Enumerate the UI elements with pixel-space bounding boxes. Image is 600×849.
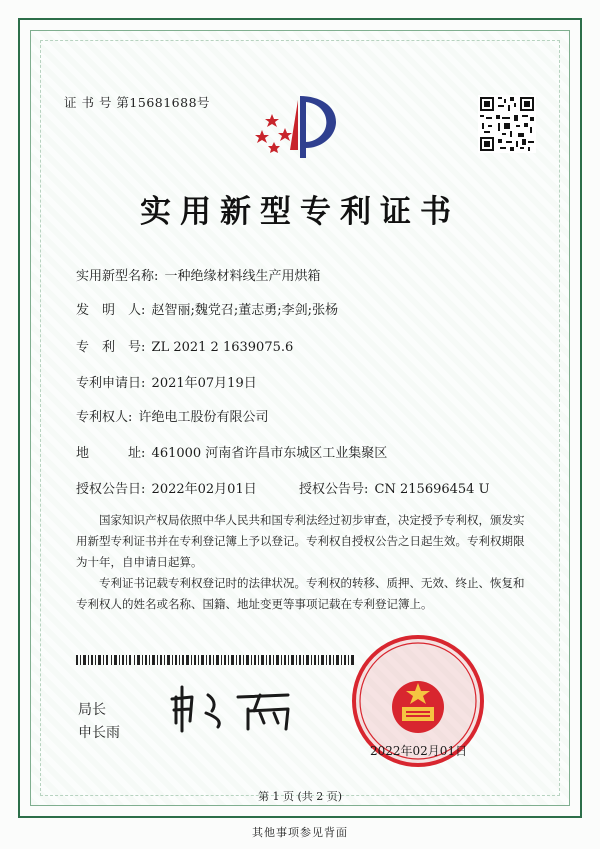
field-utility-model-name: 实用新型名称: 一种绝缘材料线生产用烘箱 <box>76 265 321 284</box>
field-value: 461000 河南省许昌市东城区工业集聚区 <box>151 446 388 461</box>
certificate-number: 证 书 号 第15681688号 <box>64 95 211 110</box>
field-filing-date: 专利申请日: 2021年07月19日 <box>76 372 257 391</box>
field-value: ZL 2021 2 1639075.6 <box>151 340 294 355</box>
field-value: 2021年07月19日 <box>151 376 257 391</box>
seal-date: 2022年02月01日 <box>370 744 468 758</box>
field-value: 2022年02月01日 <box>151 482 257 497</box>
field-patentee: 专利权人: 许绝电工股份有限公司 <box>76 406 269 425</box>
field-label: 地 址 <box>76 446 142 461</box>
field-inventor: 发 明 人: 赵智丽;魏党召;董志勇;李剑;张杨 <box>76 299 338 318</box>
legal-status-paragraph: 专利证书记载专利权登记时的法律状况。专利权的转移、质押、无效、终止、恢复和专利权人的姓名或名称、国籍、地址变更等事项记载在专利登记簿上。 <box>76 576 525 611</box>
field-label: 发 明 人 <box>76 303 142 318</box>
handwritten-signature <box>168 683 308 735</box>
signer-title: 局长 <box>78 702 106 718</box>
certificate-title: 实用新型专利证书 <box>140 194 460 230</box>
field-value: 一种绝缘材料线生产用烘箱 <box>164 269 321 284</box>
field-value: 许绝电工股份有限公司 <box>138 410 269 425</box>
field-label: 授权公告号 <box>299 482 365 497</box>
field-label: 专利申请日 <box>76 376 142 391</box>
field-address: 地 址: 461000 河南省许昌市东城区工业集聚区 <box>76 442 387 461</box>
field-label: 授权公告日 <box>76 482 142 497</box>
field-label: 实用新型名称 <box>76 269 155 284</box>
field-value: 赵智丽;魏党召;董志勇;李剑;张杨 <box>151 303 339 318</box>
field-label: 专 利 号 <box>76 340 142 355</box>
field-grant-date: 授权公告日: 2022年02月01日 <box>76 478 257 497</box>
field-label: 专利权人 <box>76 410 129 425</box>
signer-name: 申长雨 <box>78 725 120 741</box>
field-patent-number: 专 利 号: ZL 2021 2 1639075.6 <box>76 336 293 355</box>
page-indicator: 第 1 页 (共 2 页) <box>257 790 343 803</box>
field-grant-number: 授权公告号: CN 215696454 U <box>299 478 490 497</box>
footer-note: 其他事项参见背面 <box>252 826 348 839</box>
field-value: CN 215696454 U <box>374 482 490 497</box>
barcode-strip-icon <box>76 655 356 665</box>
qr-code-icon <box>478 95 536 153</box>
cnipa-logo-icon <box>252 92 352 164</box>
grant-statement-paragraph: 国家知识产权局依照中华人民共和国专利法经过初步审查，决定授予专利权，颁发实用新型专利证书并在专利登记簿上予以登记。专利权自授权公告之日起生效。专利权期限为十年，自申请日起算。 <box>76 513 525 569</box>
